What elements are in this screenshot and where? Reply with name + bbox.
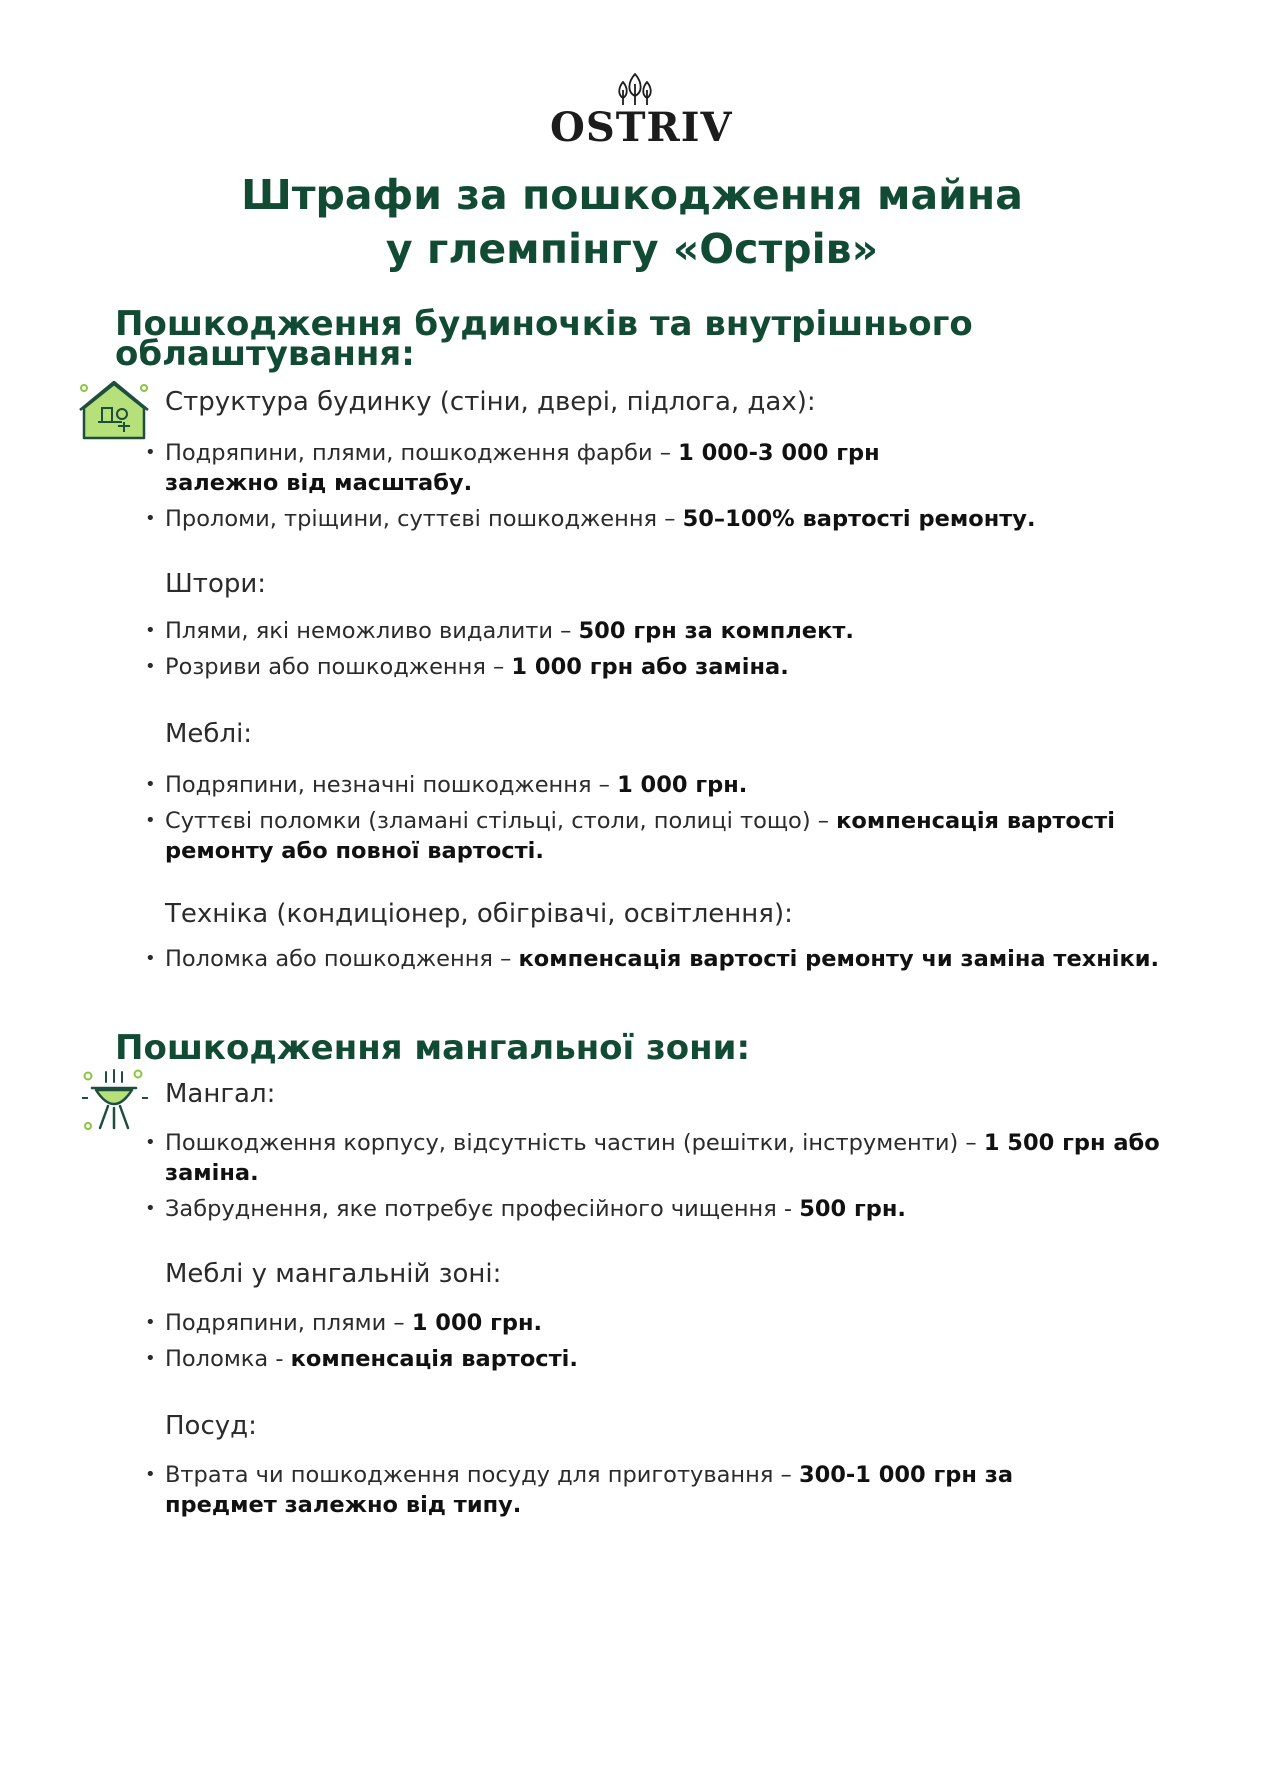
list-item: • Забруднення, яке потребує професійного чищення - 500 грн. bbox=[145, 1194, 1195, 1224]
list-grill bbox=[145, 1128, 1195, 1230]
list-appliances bbox=[145, 944, 1195, 980]
list-item: • Подряпини, плями – 1 000 грн. bbox=[145, 1308, 1195, 1338]
subtitle-furniture: Меблі: bbox=[165, 719, 253, 749]
subtitle-appliances: Техніка (кондиціонер, обігрівачі, освітлення): bbox=[165, 899, 793, 929]
page-title bbox=[0, 168, 1264, 276]
list-item: • Розриви або пошкодження – 1 000 грн або заміна. bbox=[145, 652, 1195, 682]
page-title-line-2: у глемпінгу «Острів» bbox=[385, 225, 879, 273]
section-title-line-1: Пошкодження будиночків та внутрішнього bbox=[115, 304, 973, 344]
logo bbox=[550, 72, 733, 151]
list-item: • Плями, які неможливо видалити – 500 грн за комплект. bbox=[145, 616, 1195, 646]
list-item: • Поломка або пошкодження – компенсація вартості ремонту чи заміна техніки. bbox=[145, 944, 1195, 974]
trees-logo-icon bbox=[613, 72, 657, 106]
list-item: • Втрата чи пошкодження посуду для приготування – 300-1 000 грн за предмет залежно від типу. bbox=[145, 1460, 1045, 1520]
subtitle-grill: Мангал: bbox=[165, 1079, 276, 1109]
list-dishes bbox=[145, 1460, 1045, 1526]
subtitle-structure: Структура будинку (стіни, двері, підлога, дах): bbox=[165, 387, 816, 417]
subtitle-curtains: Штори: bbox=[165, 569, 267, 599]
grill-icon bbox=[80, 1068, 150, 1138]
subtitle-dishes: Посуд: bbox=[165, 1411, 257, 1441]
list-grill-furniture bbox=[145, 1308, 1195, 1380]
list-item: • Пошкодження корпусу, відсутність частин (решітки, інструменти) – 1 500 грн або заміна. bbox=[145, 1128, 1195, 1188]
list-item: • Подряпини, плями, пошкодження фарби – 1 000-3 000 грн залежно від масштабу. bbox=[145, 438, 1195, 498]
section-title-houses bbox=[115, 306, 973, 372]
section-title-line-2: облаштування: bbox=[115, 334, 415, 374]
list-curtains bbox=[145, 616, 1195, 688]
section-title-grill: Пошкодження мангальної зони: bbox=[115, 1028, 751, 1068]
list-furniture bbox=[145, 770, 1195, 872]
house-tools-icon bbox=[78, 378, 150, 448]
page-title-line-1: Штрафи за пошкодження майна bbox=[241, 171, 1023, 219]
list-item: • Подряпини, незначні пошкодження – 1 000 грн. bbox=[145, 770, 1195, 800]
subtitle-grill-furniture: Меблі у мангальній зоні: bbox=[165, 1259, 502, 1289]
list-item: • Поломка - компенсація вартості. bbox=[145, 1344, 1195, 1374]
list-item: • Суттєві поломки (зламані стільці, столи, полиці тощо) – компенсація вартості ремонту або повної вартості. bbox=[145, 806, 1195, 866]
list-item: • Проломи, тріщини, суттєві пошкодження – 50–100% вартості ремонту. bbox=[145, 504, 1195, 534]
list-structure bbox=[145, 438, 1195, 540]
logo-text: OSTRIV bbox=[550, 104, 733, 151]
